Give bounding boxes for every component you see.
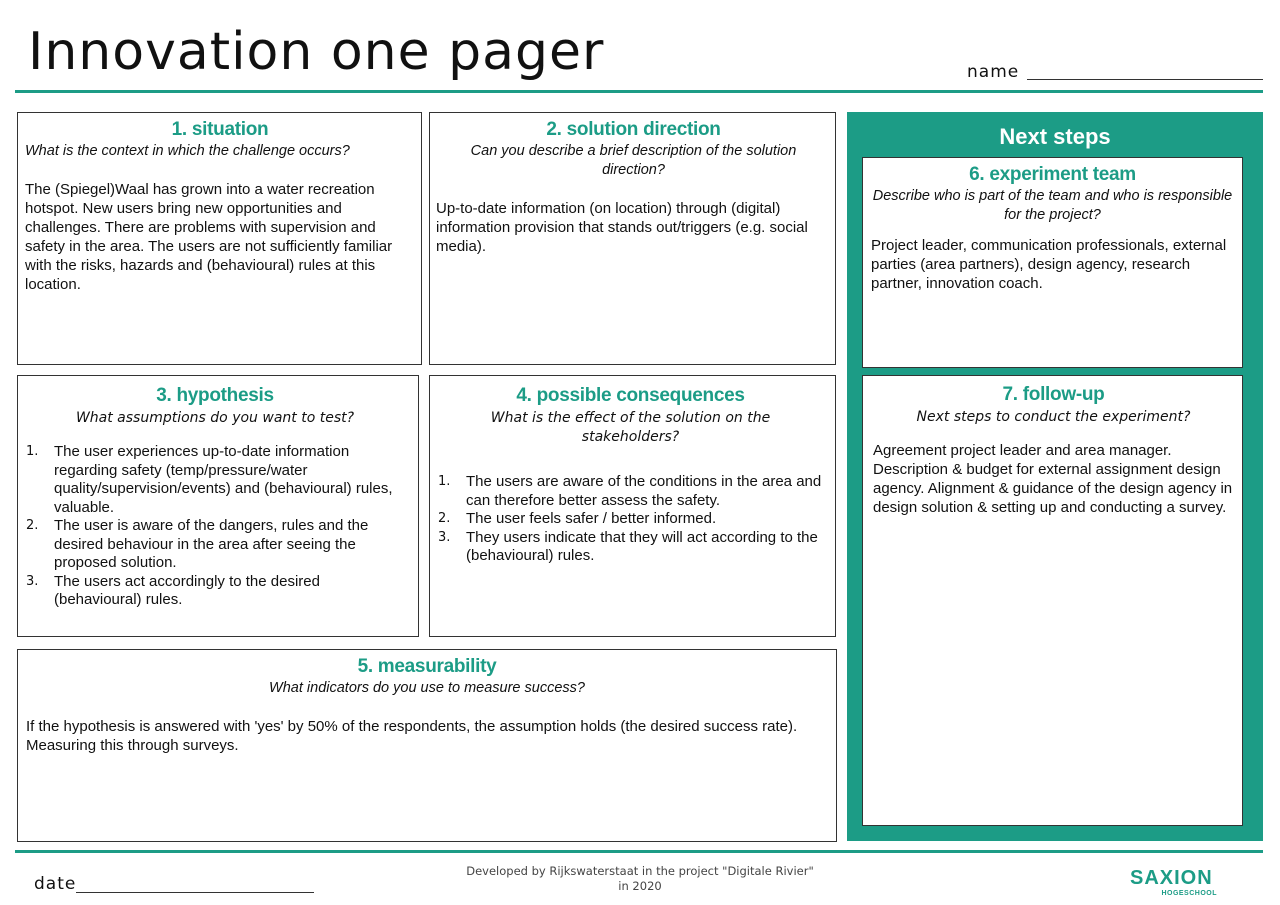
- team-body: Project leader, communication professionals, external parties (area partners), design agency, research partner, innovation coach.: [871, 237, 1227, 292]
- consequences-question: What is the effect of the solution on the stakeholders?: [490, 410, 771, 445]
- logo-text: SAXION: [1130, 867, 1213, 889]
- solution-heading: 2. solution direction: [546, 119, 721, 140]
- situation-box: [17, 112, 422, 365]
- list-number: 1.: [26, 444, 39, 459]
- hypothesis-heading: 3. hypothesis: [156, 385, 274, 406]
- list-text: The users are aware of the conditions in the area and can therefore better assess the safety.: [466, 473, 822, 509]
- team-question: Describe who is part of the team and who is responsible for the project?: [872, 188, 1233, 223]
- list-number: 2.: [438, 511, 451, 526]
- credit-line-1: Developed by Rijkswaterstaat in the project "Digitale Rivier": [466, 864, 814, 878]
- date-field[interactable]: [34, 874, 314, 896]
- next-steps-heading: Next steps: [999, 124, 1111, 149]
- header-divider: [15, 90, 1263, 93]
- solution-question: Can you describe a brief description of the solution direction?: [470, 143, 797, 178]
- footer-divider: [15, 850, 1263, 853]
- solution-box: [429, 112, 836, 365]
- list-item: [20, 443, 410, 517]
- list-number: 3.: [26, 573, 39, 589]
- saxion-logo: [1130, 867, 1220, 903]
- list-item: [432, 529, 829, 566]
- situation-body: The (Spiegel)Waal has grown into a water recreation hotspot. New users bring new opportunities and challenges. There are problems with supervision and safety in the area. The users are not sufficiently familiar with the risks, hazards and (behavioural) rules at this location.: [25, 181, 393, 293]
- followup-box: [862, 375, 1243, 826]
- credit-line-2: in 2020: [618, 879, 662, 893]
- list-item: [432, 510, 829, 529]
- consequences-box: [429, 375, 836, 637]
- team-box: [862, 157, 1243, 368]
- list-item: [20, 573, 410, 610]
- logo-subtext: HOGESCHOOL: [1161, 890, 1217, 897]
- hypothesis-box: [17, 375, 419, 637]
- list-text: The user feels safer / better informed.: [466, 510, 717, 527]
- consequences-list: [432, 473, 829, 566]
- name-line: [1027, 79, 1263, 80]
- situation-heading: 1. situation: [171, 119, 269, 140]
- team-heading: 6. experiment team: [969, 164, 1136, 185]
- page-title: Innovation one pager: [28, 22, 605, 82]
- measurability-heading: 5. measurability: [357, 656, 497, 677]
- followup-question: Next steps to conduct the experiment?: [916, 409, 1191, 425]
- credit-text: [440, 864, 840, 894]
- measurability-question: What indicators do you use to measure success?: [269, 680, 585, 696]
- list-text: They users indicate that they will act according to the (behavioural) rules.: [466, 528, 818, 564]
- measurability-box: [17, 649, 837, 842]
- list-number: 3.: [438, 529, 451, 545]
- list-text: The user is aware of the dangers, rules and the desired behaviour in the area after seeing the proposed solution.: [54, 517, 369, 571]
- list-item: [20, 517, 410, 573]
- date-line: [76, 892, 314, 893]
- consequences-heading: 4. possible consequences: [516, 385, 745, 406]
- list-number: 1.: [438, 474, 451, 489]
- date-label: date: [34, 874, 77, 894]
- hypothesis-question: What assumptions do you want to test?: [75, 410, 355, 426]
- list-number: 2.: [26, 518, 39, 533]
- list-text: The users act accordingly to the desired (behavioural) rules.: [54, 572, 320, 608]
- followup-heading: 7. follow-up: [1002, 384, 1105, 405]
- list-item: [432, 473, 829, 510]
- measurability-body: If the hypothesis is answered with 'yes' by 50% of the respondents, the assumption holds (the desired success rate). Measuring this through surveys.: [26, 718, 798, 754]
- solution-body: Up-to-date information (on location) through (digital) information provision that stands out/triggers (e.g. social media).: [436, 200, 808, 255]
- name-field[interactable]: [967, 60, 1263, 84]
- name-label: name: [967, 62, 1020, 82]
- list-text: The user experiences up-to-date information regarding safety (temp/pressure/water quality/supervision/events) and (behavioural) rules, valuable.: [54, 443, 393, 516]
- hypothesis-list: [20, 443, 410, 610]
- followup-body: Agreement project leader and area manager. Description & budget for external assignment design agency. Alignment & guidance of the design agency in design solution & setting up and conducting a survey.: [873, 442, 1233, 516]
- situation-question: What is the context in which the challenge occurs?: [25, 143, 350, 159]
